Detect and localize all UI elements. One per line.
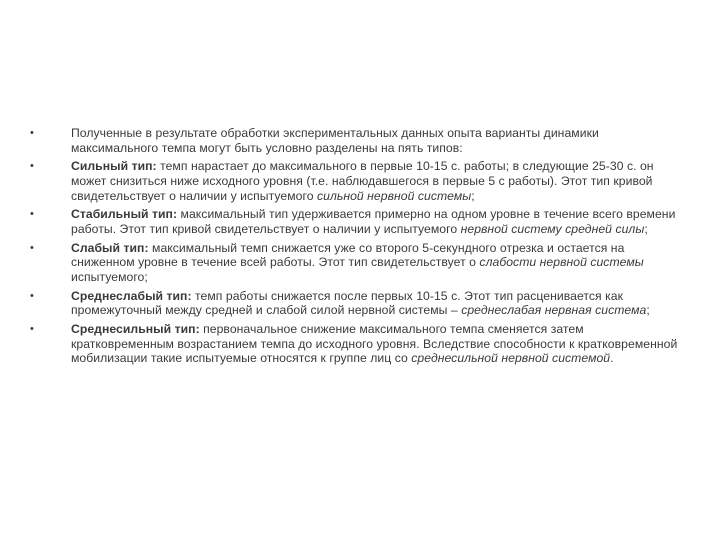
- item-term: Сильный тип:: [71, 159, 157, 174]
- nervous-system-types-list: [0, 126, 720, 370]
- item-text: темп нарастает до максимального в первые 10-15 с. работы; в следующие 25-30 с. он может снизиться ниже исходного уровня (т.е. наблюдавшегося в первые 5 с работы). Этот тип кривой свидетельствует о наличии у испытуемого: [71, 159, 654, 203]
- item-term: Стабильный тип:: [71, 207, 178, 222]
- item-italic: слабости нервной системы: [479, 255, 644, 270]
- bullet-icon: •: [30, 127, 34, 139]
- bullet-icon: •: [30, 289, 34, 302]
- item-italic: среднеслабая нервная система: [461, 303, 647, 318]
- bullet-icon: •: [30, 160, 34, 173]
- list-item-intro: [0, 126, 680, 155]
- item-term: Среднеслабый тип:: [71, 288, 192, 303]
- item-term: Слабый тип:: [71, 240, 149, 255]
- item-text: первоначальное снижение максимального темпа сменяется затем кратковременным возрастанием темпа до исходного уровня. Вследствие способности к кратковременной мобилизации такие испытуемые относятся к группе лиц со: [71, 322, 678, 366]
- item-italic: нервной систему средней силы: [460, 221, 645, 236]
- item-tail: ;: [644, 221, 648, 236]
- item-text: Полученные в результате обработки экспериментальных данных опыта варианты динамики максимального темпа могут быть условно разделены на пять типов:: [71, 126, 599, 155]
- list-item-weak-type: [0, 241, 680, 285]
- item-text: максимальный тип удерживается примерно на одном уровне в течение всего времени работы. Этот тип кривой свидетельствует о наличии у испытуемого: [71, 207, 676, 236]
- list-item-strong-type: [0, 159, 680, 203]
- item-tail: ;: [471, 188, 475, 203]
- item-term: Среднесильный тип:: [71, 322, 200, 337]
- bullet-icon: •: [30, 208, 34, 221]
- item-tail: испытуемого;: [71, 269, 148, 284]
- item-italic: сильной нервной системы: [316, 188, 472, 203]
- list-item-stable-type: [0, 207, 680, 236]
- bullet-icon: •: [30, 241, 34, 254]
- list-item-medium-strong-type: [0, 322, 680, 366]
- item-italic: среднесильной нервной системой: [411, 351, 611, 366]
- item-text: темп работы снижается после первых 10-15 с. Этот тип расценивается как промежуточный между средней и слабой силой нервной системы –: [71, 288, 623, 318]
- item-tail: .: [610, 351, 614, 366]
- item-tail: ;: [646, 303, 650, 318]
- list-item-medium-weak-type: [0, 289, 680, 318]
- item-text: максимальный темп снижается уже со второго 5-секундного отрезка и остается на сниженном уровне в течение всей работы. Этот тип свидетельствует о: [71, 240, 625, 270]
- bullet-icon: •: [30, 323, 34, 336]
